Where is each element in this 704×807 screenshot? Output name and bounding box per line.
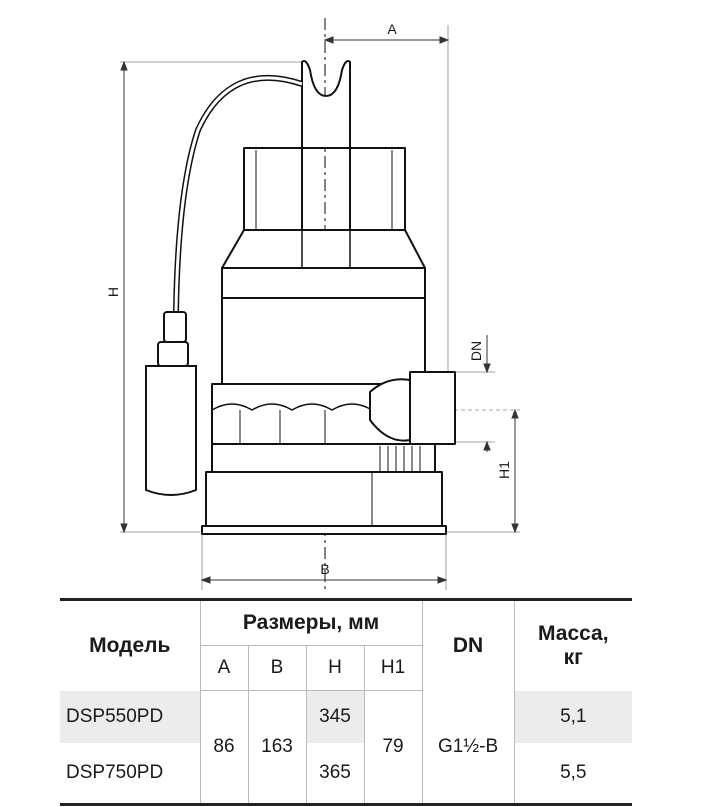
label-h: H [105,286,121,298]
cell-a: 86 [200,691,248,805]
header-dimensions: Размеры, мм [200,600,422,646]
header-mass [514,600,632,691]
label-a: A [387,21,397,37]
header-dn: DN [422,600,514,691]
row-model: DSP550PD [60,691,200,743]
cell-h1: 79 [364,691,422,805]
row-mass: 5,5 [514,743,632,805]
row-mass: 5,1 [514,691,632,743]
label-dn: DN [468,340,484,362]
header-model: Модель [89,633,171,657]
row-h: 365 [306,743,364,805]
spec-table [60,598,632,806]
subheader-h: H [306,646,364,691]
pump-outline [202,61,455,534]
cell-dn: G1½-B [422,691,514,805]
subheader-b: B [248,646,306,691]
subheader-h1: H1 [364,646,422,691]
header-mass-line1: Масса, [538,621,609,645]
row-model: DSP750PD [66,761,164,783]
header-mass-line2: кг [563,645,583,669]
label-h1: H1 [496,461,512,479]
cell-b: 163 [248,691,306,805]
subheader-a: A [200,646,248,691]
row-h: 345 [306,691,364,743]
label-b: B [320,561,330,577]
